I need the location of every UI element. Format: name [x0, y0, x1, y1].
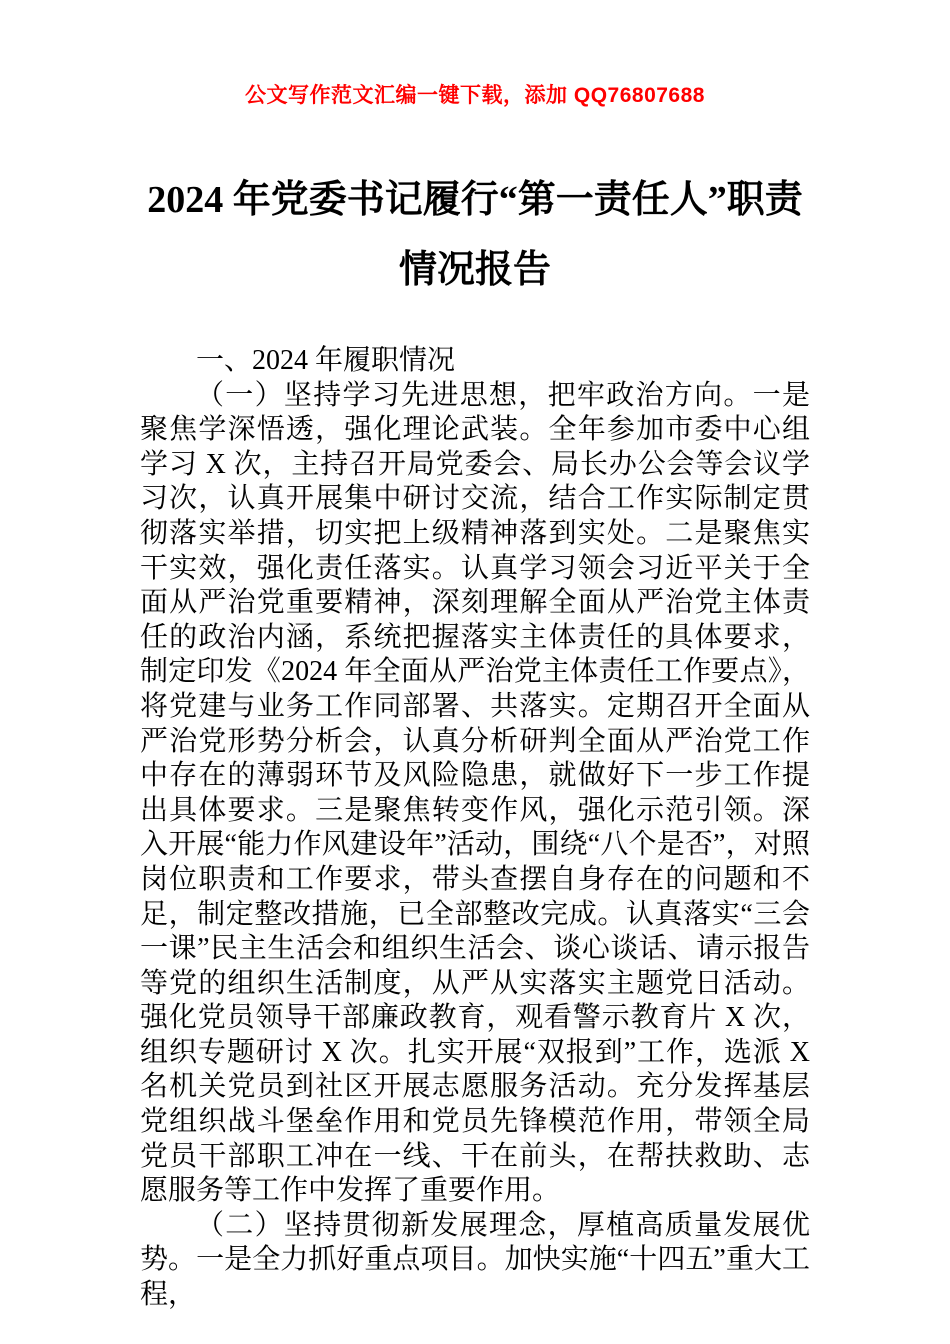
document-title	[100, 165, 850, 305]
document-title-line-2: 情况报告	[398, 249, 551, 291]
paragraph-2: （二）坚持贯彻新发展理念，厚植高质量发展优势。一是全力抓好重点项目。加快实施“十四五”重大工程，	[140, 1209, 810, 1311]
document-body	[140, 344, 810, 1313]
document-title-line-1: 2024 年党委书记履行“第一责任人”职责	[147, 179, 803, 221]
promo-banner: 公文写作范文汇编一键下载，添加 QQ76807688	[245, 84, 705, 107]
paragraph-1: （一）坚持学习先进思想，把牢政治方向。一是聚焦学深悟透，强化理论武装。全年参加市委中心组学习 X 次，主持召开局党委会、局长办公会等会议学习次，认真开展集中研讨交流，结合工作实际制定贯彻落实举措，切实把上级精神落到实处。二是聚焦实干实效，强化责任落实。认真学习领会习近平关于全面从严治党重要精神，深刻理解全面从严治党主体责任的政治内涵，系统把握落实主体责任的具体要求，制定印发《2024 年全面从严治党主体责任工作要点》，将党建与业务工作同部署、共落实。定期召开全面从严治党形势分析会，认真分析研判全面从严治党工作中存在的薄弱环节及风险隐患，就做好下一步工作提出具体要求。三是聚焦转变作风，强化示范引领。深入开展“能力作风建设年”活动，围绕“八个是否”，对照岗位职责和工作要求，带头查摆自身存在的问题和不足，制定整改措施，已全部整改完成。认真落实“三会一课”民主生活会和组织生活会、谈心谈话、请示报告等党的组织生活制度，从严从实落实主题党日活动。强化党员领导干部廉政教育，观看警示教育片 X 次，组织专题研讨 X 次。扎实开展“双报到”工作，选派 X 名机关党员到社区开展志愿服务活动。充分发挥基层党组织战斗堡垒作用和党员先锋模范作用，带领全局党员干部职工冲在一线、干在前头，在帮扶救助、志愿服务等工作中发挥了重要作用。	[140, 379, 810, 1207]
section-heading: 一、2024 年履职情况	[196, 345, 456, 376]
